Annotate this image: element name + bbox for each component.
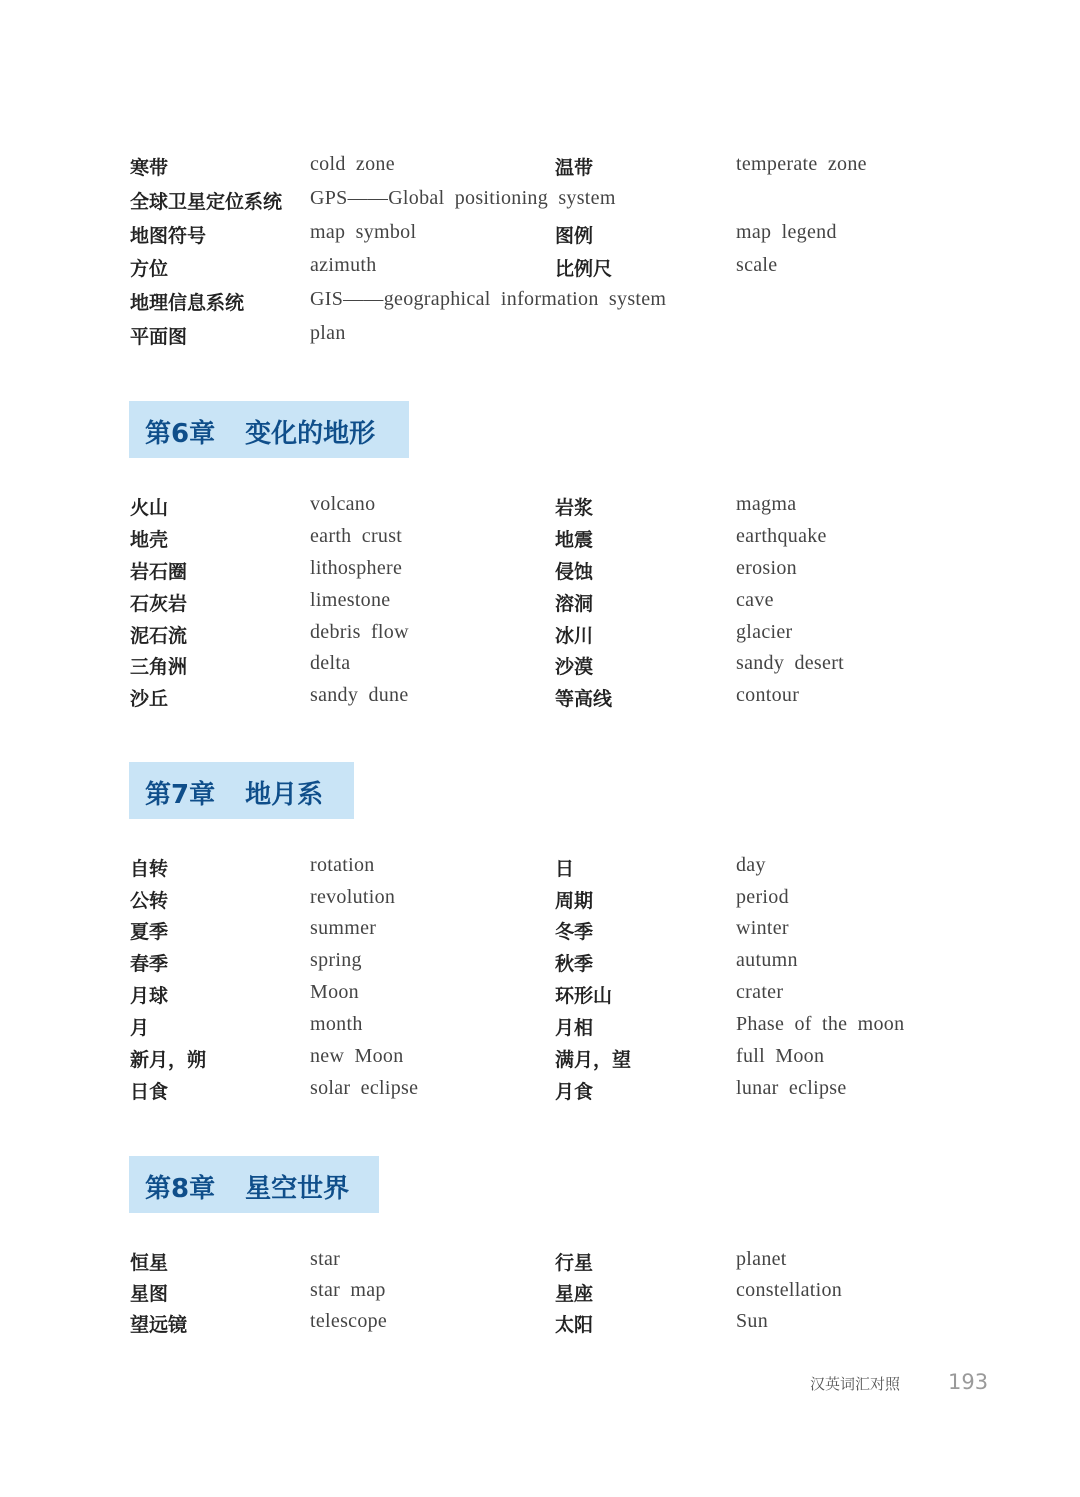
chapter-title: 星空世界: [245, 1174, 350, 1204]
english-term: contour: [736, 684, 800, 706]
glossary-row: [0, 525, 1080, 557]
chinese-term: 寒带: [130, 157, 169, 179]
english-term: telescope: [310, 1310, 388, 1332]
chinese-term: 新月，朔: [130, 1049, 207, 1071]
english-term: spring: [310, 949, 362, 971]
english-term: earthquake: [736, 525, 827, 547]
chinese-term: 溶洞: [555, 593, 594, 615]
english-term: day: [736, 854, 766, 876]
english-term: cold zone: [310, 153, 395, 175]
glossary-row: [0, 322, 1080, 354]
english-term: star map: [310, 1279, 386, 1301]
english-term: month: [310, 1013, 363, 1035]
chapter-8-heading: [129, 1156, 379, 1213]
chinese-term: 火山: [130, 497, 169, 519]
english-term: earth crust: [310, 525, 403, 547]
glossary-row: [0, 652, 1080, 684]
english-term: new Moon: [310, 1045, 404, 1067]
english-term: debris flow: [310, 621, 409, 643]
chinese-term: 三角洲: [130, 656, 188, 678]
chinese-term: 泥石流: [130, 625, 188, 647]
chinese-term: 自转: [130, 858, 169, 880]
page-number: 193: [948, 1370, 989, 1394]
english-term: lunar eclipse: [736, 1077, 847, 1099]
chinese-term: 春季: [130, 953, 169, 975]
glossary-row: [0, 254, 1080, 286]
english-term: constellation: [736, 1279, 843, 1301]
chinese-term: 全球卫星定位系统: [130, 191, 283, 213]
glossary-row: [0, 1310, 1080, 1342]
chinese-term: 夏季: [130, 921, 169, 943]
glossary-row: [0, 917, 1080, 949]
chapter-6-heading: [129, 401, 409, 458]
chinese-term: 等高线: [555, 688, 613, 710]
glossary-row: [0, 621, 1080, 653]
glossary-row: [0, 589, 1080, 621]
glossary-row: [0, 153, 1080, 185]
english-term: erosion: [736, 557, 797, 579]
english-term: GPS——Global positioning system: [310, 187, 616, 209]
chinese-term: 冬季: [555, 921, 594, 943]
english-term: Moon: [310, 981, 359, 1003]
english-term: map symbol: [310, 221, 417, 243]
english-term: solar eclipse: [310, 1077, 419, 1099]
english-term: temperate zone: [736, 153, 867, 175]
chinese-term: 岩浆: [555, 497, 594, 519]
chinese-term: 地震: [555, 529, 594, 551]
chinese-term: 温带: [555, 157, 594, 179]
glossary-row: [0, 886, 1080, 918]
english-term: sandy desert: [736, 652, 845, 674]
glossary-row: [0, 1013, 1080, 1045]
glossary-row: [0, 1045, 1080, 1077]
chinese-term: 星图: [130, 1283, 169, 1305]
chinese-term: 地壳: [130, 529, 169, 551]
chinese-term: 图例: [555, 225, 594, 247]
english-term: plan: [310, 322, 346, 344]
english-term: GIS——geographical information system: [310, 288, 667, 310]
english-term: sandy dune: [310, 684, 409, 706]
chapter-number: 第8章: [145, 1174, 216, 1204]
glossary-row: [0, 949, 1080, 981]
english-term: Phase of the moon: [736, 1013, 905, 1035]
glossary-row: [0, 221, 1080, 253]
english-term: crater: [736, 981, 784, 1003]
chinese-term: 平面图: [130, 326, 188, 348]
chinese-term: 日: [555, 858, 575, 880]
glossary-row: [0, 493, 1080, 525]
english-term: star: [310, 1248, 341, 1270]
chinese-term: 地理信息系统: [130, 292, 245, 314]
english-term: limestone: [310, 589, 391, 611]
chapter-title: 变化的地形: [245, 419, 376, 449]
chinese-term: 方位: [130, 258, 169, 280]
english-term: volcano: [310, 493, 376, 515]
glossary-row: [0, 981, 1080, 1013]
chapter-number: 第7章: [145, 780, 216, 810]
chinese-term: 月相: [555, 1017, 594, 1039]
english-term: autumn: [736, 949, 798, 971]
chinese-term: 侵蚀: [555, 561, 594, 583]
english-term: rotation: [310, 854, 375, 876]
chinese-term: 星座: [555, 1283, 594, 1305]
english-term: Sun: [736, 1310, 769, 1332]
chinese-term: 比例尺: [555, 258, 613, 280]
chapter-7-heading: [129, 762, 354, 819]
glossary-row: [0, 1077, 1080, 1109]
chinese-term: 秋季: [555, 953, 594, 975]
english-term: azimuth: [310, 254, 377, 276]
glossary-row: [0, 557, 1080, 589]
english-term: period: [736, 886, 789, 908]
chinese-term: 石灰岩: [130, 593, 188, 615]
english-term: lithosphere: [310, 557, 403, 579]
chinese-term: 满月，望: [555, 1049, 632, 1071]
chinese-term: 沙丘: [130, 688, 169, 710]
chapter-number: 第6章: [145, 419, 216, 449]
english-term: winter: [736, 917, 789, 939]
chapter-title: 地月系: [245, 780, 324, 810]
english-term: delta: [310, 652, 351, 674]
chinese-term: 冰川: [555, 625, 594, 647]
chinese-term: 恒星: [130, 1252, 169, 1274]
chinese-term: 沙漠: [555, 656, 594, 678]
running-footer-label: 汉英词汇对照: [810, 1375, 901, 1393]
glossary-row: [0, 854, 1080, 886]
chinese-term: 太阳: [555, 1314, 594, 1336]
glossary-row: [0, 1279, 1080, 1311]
glossary-row: [0, 288, 1080, 320]
glossary-row: [0, 1248, 1080, 1280]
chinese-term: 周期: [555, 890, 594, 912]
chinese-term: 岩石圈: [130, 561, 188, 583]
english-term: planet: [736, 1248, 787, 1270]
chinese-term: 月食: [555, 1081, 594, 1103]
chinese-term: 日食: [130, 1081, 169, 1103]
english-term: summer: [310, 917, 377, 939]
chinese-term: 月球: [130, 985, 169, 1007]
chinese-term: 地图符号: [130, 225, 207, 247]
english-term: full Moon: [736, 1045, 825, 1067]
chinese-term: 环形山: [555, 985, 613, 1007]
glossary-row: [0, 187, 1080, 219]
chinese-term: 望远镜: [130, 1314, 188, 1336]
chinese-term: 行星: [555, 1252, 594, 1274]
english-term: magma: [736, 493, 797, 515]
chinese-term: 公转: [130, 890, 169, 912]
english-term: cave: [736, 589, 774, 611]
chinese-term: 月: [130, 1017, 150, 1039]
english-term: map legend: [736, 221, 837, 243]
glossary-row: [0, 684, 1080, 716]
english-term: revolution: [310, 886, 396, 908]
english-term: scale: [736, 254, 778, 276]
english-term: glacier: [736, 621, 793, 643]
